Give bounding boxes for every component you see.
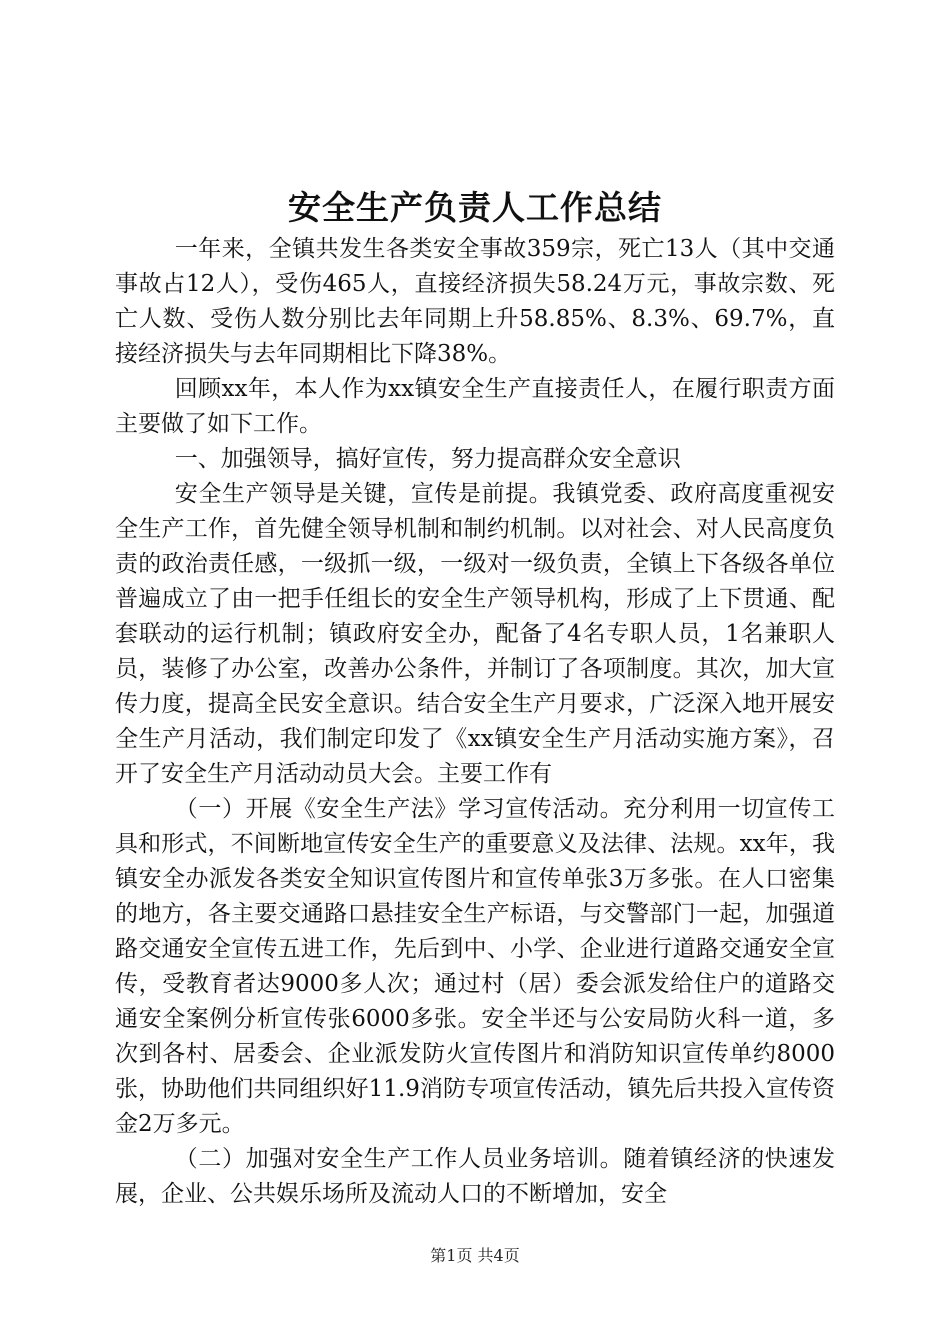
paragraph-staff-training: （二）加强对安全生产工作人员业务培训。随着镇经济的快速发展，企业、公共娱乐场所及流动人口的不断增加，安全 <box>115 1146 835 1207</box>
section-heading-1: 一、加强领导，搞好宣传，努力提高群众安全意识 <box>174 446 681 472</box>
paragraph-accident-statistics: 一年来，全镇共发生各类安全事故359宗，死亡13人（其中交通事故占12人），受伤465人，直接经济损失58.24万元，事故宗数、死亡人数、受伤人数分别比去年同期上升58.85%、8.3%、69.7%，直接经济损失与去年同期相比下降38%。 <box>115 236 835 367</box>
page-number-footer: 第1页 共4页 <box>430 1246 520 1265</box>
paragraph-review-intro: 回顾xx年，本人作为xx镇安全生产直接责任人，在履行职责方面主要做了如下工作。 <box>115 376 835 437</box>
document-title: 安全生产负责人工作总结 <box>288 188 662 227</box>
paragraph-publicity-activities: （一）开展《安全生产法》学习宣传活动。充分利用一切宣传工具和形式，不间断地宣传安全生产的重要意义及法律、法规。xx年，我镇安全办派发各类安全知识宣传图片和宣传单张3万多张。在人口密集的地方，各主要交通路口悬挂安全生产标语，与交警部门一起，加强道路交通安全宣传五进工作，先后到中、小学、企业进行道路交通安全宣传，受教育者达9000多人次；通过村（居）委会派发给住户的道路交通安全案例分析宣传张6000多张。安全半还与公安局防火科一道，多次到各村、居委会、企业派发防火宣传图片和消防知识宣传单约8000张，协助他们共同组织好11.9消防专项宣传活动，镇先后共投入宣传资金2万多元。 <box>115 796 835 1137</box>
paragraph-leadership: 安全生产领导是关键，宣传是前提。我镇党委、政府高度重视安全生产工作，首先健全领导机制和制约机制。以对社会、对人民高度负责的政治责任感，一级抓一级，一级对一级负责，全镇上下各级各单位普遍成立了由一把手任组长的安全生产领导机构，形成了上下贯通、配套联动的运行机制；镇政府安全办，配备了4名专职人员，1名兼职人员，装修了办公室，改善办公条件，并制订了各项制度。其次，加大宣传力度，提高全民安全意识。结合安全生产月要求，广泛深入地开展安全生产月活动，我们制定印发了《xx镇安全生产月活动实施方案》，召开了安全生产月活动动员大会。主要工作有 <box>115 481 835 787</box>
document-body <box>115 232 835 1212</box>
